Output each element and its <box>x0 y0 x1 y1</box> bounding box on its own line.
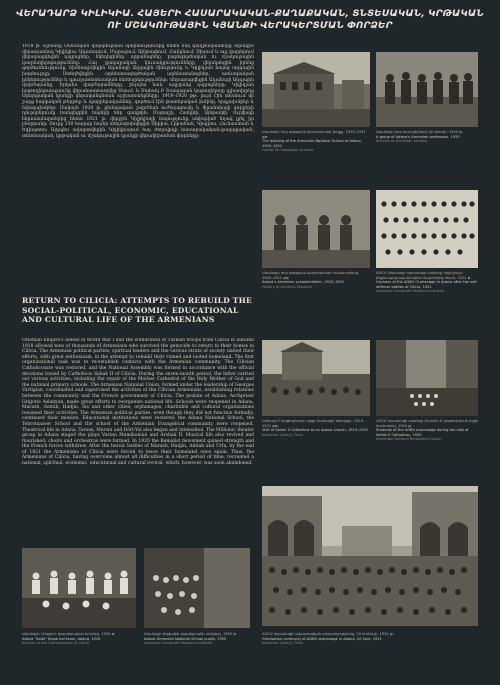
photo-schoolchildren <box>262 190 370 268</box>
caption-photo-5 <box>262 419 370 437</box>
caption-source: Hakob Ter-Hakobyan Archive <box>262 148 314 153</box>
caption-source: Nubarian Library, Paris <box>262 432 303 437</box>
caption-english: Students of the AGBU orphanage during the visit of Sahak II Catholicos, 1920 <box>376 428 469 437</box>
caption-english: Graduation ceremony of AGBU orphanage in Adana, 20 June, 1921 <box>262 636 382 641</box>
photo-national-school-pupils <box>144 548 250 628</box>
photo-teachers-group <box>376 52 478 127</box>
english-paragraph: Ottoman Empire's defeat in World War I and the withdrawal of Turkish troops from Cilicia in autumn 1918 allowed tens of thousands of Armenians who survived the genocide to return to their homes in Cilicia. The Armenian political parties, spiritual leaders and the various strata of society united their efforts, with great enthusiasm, in the attempt to rebuild their ruined and looted homeland. The first organizational task was to re-establish contacts with the Armenian community. The Cilician Catholicosate was restored, and the National Assembly was formed in accordance with the official decisions issued by Catholicos Sahak II of Cilicia. During the seven-month period, the latter carried out various activities, including the repair of the Mother Cathedral of the Holy Mother of God and the national primary schools. The Armenian National Union, formed under the leadership of Georges Vartigian, coordinated and supervised the activities of the Cilician Armenians, establishing relations between the community and the French government of Cilicia. The prelate of Adana, Archpriest Grigoris Aslanyan, made great efforts to reorganize national life. Schools were reopened in Adana, Marash, Aintab, Hadjin, Sis and other cities; orphanages, charitable and cultural organizations resumed their activities. The Armenian political parties, even though they did not function formally, continued their mission. Educational institutions were restored; the Adana National School, the Tebrotsasser School and the school of the Armenian Evangelical community were reopened. Theatrical life in Adana, Tarsus, Mersin and Dört-Yol also began and intensified. The Millionic theater group in Adana staged the plays Vartan Mamikonian and Arshak II. Musical life also revived and flourished; choirs and orchestras were formed. In 1920 the Kemalist movement gained strength and the French forces withdrew. After the heroic battles of Marash, Hadjin, Aintab and Urfa, by the end of 1921 the Armenians of Cilicia were forced to leave their homeland once again. Thus, the Armenians of Cilicia, having overcome almost all difficulties in a short period of time, recreated a national, spiritual, economic, educational and cultural revival, which, however, was soon abandoned. <box>22 338 254 467</box>
english-text-block <box>22 338 254 538</box>
caption-source: Archive of Armenian Studies <box>376 139 428 144</box>
caption-armenian: Ադանայի հայ ազգային վարժարանի շենքը, 1920–1921 թթ. <box>262 130 366 139</box>
caption-source: Nubarian Library, Paris <box>262 641 303 646</box>
caption-armenian: ՀԲԸՄ որբանոցի սաները Սահակ Բ կաթողիկոսի այցի ժամանակ, 1920 թ. <box>376 419 479 428</box>
caption-photo-2 <box>376 130 480 144</box>
caption-source: Armenian Genocide Museum-Institute <box>144 641 213 646</box>
caption-photo-3 <box>262 271 370 289</box>
caption-armenian: Սահակ Բ կաթողիկոսի այցը Ադանայի եկեղեցի, 1919–1921 թթ. <box>262 419 365 428</box>
photo-graduation-ceremony <box>262 486 478 626</box>
english-title: RETURN TO CILICIA: ATTEMPTS TO REBUILD THE SOCIAL-POLITICAL, ECONOMIC, EDUCATIONAL AND CULTURAL LIFE OF THE ARMENIANS <box>22 296 252 325</box>
caption-armenian: Ադանայի «Սալբի» թատերական խումբը, 1920 թ. <box>22 632 116 636</box>
caption-photo-6 <box>376 419 480 442</box>
caption-english: Visit of Sahak II Catholicos to an Adana church, 1919–1921 <box>262 428 369 433</box>
caption-source: Armenian Genocide Museum-Institute <box>376 289 445 294</box>
caption-armenian: ՀԲԸՄ Ադանայի որբանոցի սաները Կիլիկիայի ինքնապաշտպանական մարտերից հետո, 1921 թ. <box>376 271 472 280</box>
caption-photo-9 <box>262 632 478 646</box>
caption-armenian: Ադանայի հայ ազգային վարժարանի ուսանողները, 1920–1921 թթ. <box>262 271 360 280</box>
caption-armenian: Ադանայի Ազգային վարժարանի սաները, 1920 թ. <box>144 632 238 636</box>
caption-source: Archive of the Catholicosate of Cilicia <box>22 641 90 646</box>
caption-english: Adana "Salbi" theatrical team, Adana, 1920 <box>22 636 101 641</box>
caption-photo-8 <box>144 632 252 646</box>
caption-armenian: ՀԲԸՄ որբանոցի ավարտական արարողությունը, 20 հունիսի, 1921 թ. <box>262 632 394 636</box>
photo-catholicos-visit <box>262 340 370 416</box>
caption-english: Adana Armenian National School pupils, 1920 <box>144 636 227 641</box>
caption-english: The building of the Armenian National School of Adana, 1920–1921 <box>262 139 362 148</box>
photo-salbi-theatre-team <box>22 548 136 628</box>
caption-source: History of Armenia Museum <box>262 284 312 289</box>
armenian-text-block <box>22 44 254 274</box>
caption-english: Orphans of the AGBU Orphanage in Adana after the self-defense battles of Cilicia, 1921 <box>376 280 478 289</box>
armenian-paragraph: 1918 թ. աշնանը Օսմանյան կայսրության պարտությունից հետո հայ գաղթականները սկսեցին վերադառնալ Կիլիկիա։ Ադանայում, Մարաշում, Այնթափում, Հաճընում, Սիսում և այլ վայրերում վերաբացվեցին դպրոցներ, եկեղեցիներ, որբանոցներ, բարեգործական ու մշակութային կազմակերպություններ։ Հայ քաղաքական կուսակցությունները վերսկսեցին իրենց գործունեությունը, հիմնադրվեցին Ադանայի Ազգային միությունը և Կիլիկյան հայոց ազգային խորհուրդը։ Ստեղծվեցին արհեստագործական արհեստանոցներ, առևտրական ընկերություններ և գյուղատնտեսական ձեռնարկություններ։ Վերաբացվեցին Ադանայի Ազգային վարժարանը, Երկսեռ վարժարանները, ինչպես նաև աղջկանց դպրոցները։ Կիլիկյան կաթողիկոսությունը վերահաստատվեց Սսում, և Սահակ Բ Խապայան կաթողիկոսը գլխավորեց եկեղեցական կյանքի վերականգնման աշխատանքները։ 1919–1920 թթ. լույս էին տեսնում մի շարք հայկական թերթեր և պարբերականներ, գործում էին թատերական խմբեր, երգչախմբեր և նվագախմբեր։ Սակայն 1920 թ. քեմալական շարժման ուժեղացումը և Ֆրանսիայի զորքերի դուրսբերումը հանգեցրին հայերի նոր գաղթին։ Մարաշի, Հաճընի, Այնթափի, Ուրֆայի հերոսամարտերից հետո 1921 թ. վերջին Կիլիկիայի հայությունը ստիպված եղավ լքել իր բնօրրանը։ Շուրջ 150 հազար հայեր տեղափոխվեցին Սիրիա, Լիբանան, Կիպրոս, Հունաստան և Եգիպտոս։ Այդպես ավարտվեցին Կիլիկիայում հայ ժողովրդի հասարակական-քաղաքական, տնտեսական, կրթական ու մշակութային կյանքի վերակերտման փորձերը։ <box>22 44 254 139</box>
armenian-title: ՎԵՐԱԴԱՐՁ ԿԻԼԻԿԻԱ. ՀԱՅԵՐԻ ՀԱՍԱՐԱԿԱԿԱՆ-ՔԱՂԱՔԱԿԱՆ, ՏՆՏԵՍԱԿԱՆ, ԿՐԹԱԿԱՆ ՈՒ ՄՇԱԿՈՒԹԱՅԻՆ ԿՅԱՆՔԻ ՎԵՐԱԿԵՐՏՄԱՆ ՓՈՐՁԵՐ <box>16 8 484 31</box>
photo-agbu-orphans <box>376 190 478 268</box>
caption-english: A group of Adana's Armenian professors, 1920 <box>376 134 460 139</box>
caption-photo-7 <box>22 632 138 646</box>
photo-orphanage-visit <box>376 340 478 416</box>
caption-english: Adana's Armenian schoolchildren, 1920–1921 <box>262 280 345 285</box>
caption-armenian: Ադանայի հայ ուսուցիչների մի խումբ, 1920 թ. <box>376 130 463 134</box>
photo-national-school-building <box>262 52 370 127</box>
caption-source: Armenian General Benevolent Union <box>376 437 442 442</box>
caption-photo-4 <box>376 271 480 294</box>
caption-photo-1 <box>262 130 370 153</box>
